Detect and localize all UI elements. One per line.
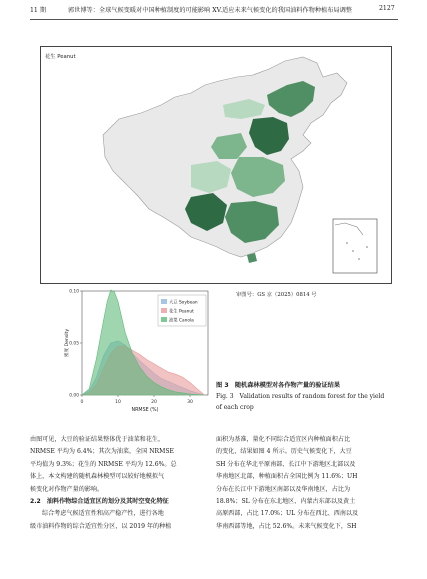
body-line: 华南地区北部，种植面积占全国比例为 11.6%；UH <box>216 473 358 481</box>
body-left-column <box>30 434 212 533</box>
body-line: 18.8%；SL 分布在东北地区、内蒙古东部以及黄土 <box>216 498 356 506</box>
page-volume: 11 期 <box>30 7 47 14</box>
y-tick-label: 0.00 <box>69 393 79 399</box>
header-rule <box>30 19 398 20</box>
legend-swatch <box>161 317 167 322</box>
body-line: 体上，本文构建的随机森林模型可以较好地模拟气 <box>30 473 165 481</box>
body-line: 级市油料作物的综合适宜性分区，以 2019 年的种植 <box>30 522 172 530</box>
legend-swatch <box>161 308 167 313</box>
x-tick-label: 0 <box>80 400 84 405</box>
running-title: 郭世博等：全球气候变暖对中国种植制度的可能影响 XV.适应未来气候变化的我国油料作物种植布局调整 <box>68 7 352 14</box>
body-line: 综合考虑气候适宜性和高产稳产性，进行各地 <box>42 510 164 518</box>
map-crop-label: 花生 Peanut <box>45 54 76 60</box>
body-line: NRMSE 平均为 6.4%；其次为油菜，全国 NRMSE <box>30 448 174 456</box>
body-line: SH 分布在华北平原南部、长江中下游地区北部以及 <box>216 460 356 468</box>
body-line: 平均值为 9.3%；花生的 NRMSE 平均为 12.6%。总 <box>30 460 177 468</box>
legend-label: 大豆 Soybean <box>169 300 198 306</box>
figure-caption-cn: 图 3 随机森林模型对各作物产量的验证结果 <box>216 382 341 389</box>
body-line: 由图可见，大豆的验证结果整体优于油菜和花生， <box>30 436 165 443</box>
figure-caption-en: Fig. 3 Validation results of random forest for the yield of each crop <box>216 393 385 411</box>
body-line: 华南西部等地，占比 52.6%。未来气候变化下，SH <box>216 522 357 530</box>
china-map <box>41 47 391 283</box>
x-tick-label: 30 <box>187 400 193 405</box>
y-tick-label: 0.05 <box>69 341 79 347</box>
section-heading: 2.2 油料作物综合适宜区的划分及其时空变化特征 <box>30 498 169 506</box>
density-chart <box>60 285 220 415</box>
x-axis-label: NRMSE (%) <box>131 408 159 413</box>
peanut-map-figure <box>40 46 392 284</box>
x-tick-label: 10 <box>115 400 121 405</box>
body-line: 的变化，结果如图 4 所示。历史气候变化下，大豆 <box>216 448 352 456</box>
page-number: 2127 <box>379 5 395 12</box>
legend-swatch <box>161 299 167 304</box>
legend-label: 花生 Peanut <box>169 309 194 315</box>
y-tick-label: 0.10 <box>69 289 79 295</box>
body-line: 高原西部，占比 17.0%；UL 分布在西北、西南以及 <box>216 510 359 518</box>
body-line: 面积为基准，量化不同综合适宜区内种植面积占比 <box>216 436 351 443</box>
y-axis-label: 密度 Density <box>65 328 70 358</box>
x-tick-label: 20 <box>151 400 157 405</box>
body-line: 分布在长江中下游地区南部以及华南地区，占比为 <box>216 485 351 493</box>
south-sea-inset <box>333 219 377 273</box>
body-right-column <box>216 434 396 533</box>
legend-label: 油菜 Canola <box>169 318 194 324</box>
map-review-number: 审图号：GS 京（2025）0814 号 <box>236 292 317 298</box>
body-line: 候变化对作物产量的影响。 <box>30 485 104 493</box>
